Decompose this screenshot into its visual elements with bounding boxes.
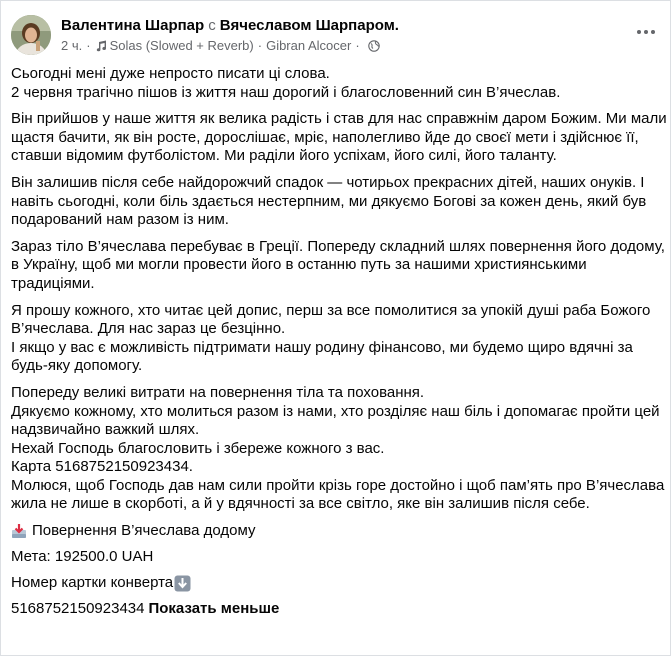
inbox-tray-icon	[11, 523, 27, 539]
paragraph-line: подарований нам разом із ним.	[11, 211, 229, 229]
card-label: Номер картки конверта	[11, 574, 174, 592]
paragraph-line: будь-яку допомогу.	[11, 357, 143, 375]
down-arrow-icon	[174, 575, 191, 592]
paragraph-line: надзвичайно важкий шлях.	[11, 421, 200, 439]
post-time[interactable]: 2 ч.	[61, 38, 83, 53]
post-paragraph	[11, 110, 667, 166]
paragraph-line: Попереду великі витрати на повернення тіла та поховання.	[11, 383, 425, 401]
paragraph-line: І якщо у вас є можливість підтримати нашу родину фінансово, ми будемо щиро вдячні за	[11, 338, 633, 356]
paragraph-line: ставши відомим футболістом. Ми раділи його успіхам, його силі, його таланту.	[11, 147, 557, 165]
paragraph-line: В’ячеслава. Для нас зараз це безцінно.	[11, 320, 286, 338]
post-paragraph	[11, 383, 665, 514]
card-label-row	[11, 574, 662, 593]
post-paragraph	[11, 65, 662, 102]
paragraph-line: Я прошу кожного, хто читає цей допис, перш за все помолитися за упокій душі раба Божого	[11, 301, 651, 319]
author-avatar[interactable]	[11, 15, 51, 55]
meta-separator: ·	[86, 38, 91, 53]
more-dots-icon	[636, 29, 656, 35]
paragraph-line: 2 червня трагічно пішов із життя наш дорогий і благословенний син В’ячеслав.	[11, 83, 561, 101]
paragraph-line: Він прийшов у наше життя як велика радість і став для нас справжнім даром Божим. Ми мали	[11, 110, 667, 128]
paragraph-line: щастя бачити, як він росте, дорослішає, мріє, наполегливо йде до своєї мети і здійснює її,	[11, 128, 639, 146]
card-number-row	[11, 600, 662, 619]
paragraph-line: Сьогодні мені дуже непросто писати ці слова.	[11, 65, 330, 82]
post-paragraph	[11, 237, 665, 294]
avatar-photo	[11, 15, 51, 55]
post-header	[11, 15, 660, 59]
tagged-person-name[interactable]: Вячеславом Шарпаром.	[219, 17, 399, 34]
author-name[interactable]: Валентина Шарпар	[61, 17, 205, 34]
fundraiser-title: Повернення В’ячеслава додому	[32, 522, 256, 540]
paragraph-line: навіть сьогодні, коли біль здається нестерпним, ми дякуємо Богові за кожен день, який був	[11, 192, 647, 210]
meta-separator-2: ·	[257, 38, 263, 53]
post-text	[11, 65, 667, 626]
with-word: с	[208, 17, 216, 34]
card-number: 5168752150923434	[11, 600, 145, 618]
post-meta	[61, 38, 620, 54]
paragraph-line: в Україну, щоб ми могли провести його в останню путь за нашими християнськими	[11, 256, 587, 274]
paragraph-line: Молюся, щоб Господь дав нам сили пройти крізь горе достойно і щоб пам’ять про В’ячеслава	[11, 476, 665, 494]
music-artist[interactable]: Gibran Alcocer	[266, 38, 352, 53]
paragraph-line: Карта 5168752150923434.	[11, 458, 193, 476]
more-options-button[interactable]	[632, 21, 660, 43]
paragraph-line: жила не лише в скорботі, а й у вдячності за все світло, яке він залишив після себе.	[11, 495, 590, 513]
globe-icon[interactable]	[368, 40, 380, 52]
fundraiser-goal-row	[11, 548, 662, 567]
music-note-icon	[95, 40, 107, 52]
paragraph-line: Дякуємо кожному, хто молиться разом із нами, хто розділяє наш біль і допомагає пройти цей	[11, 402, 660, 420]
author-line	[61, 16, 620, 35]
paragraph-line: традиціями.	[11, 274, 95, 292]
post-paragraph	[11, 174, 662, 230]
paragraph-line: Він залишив після себе найдорожчий спадок — чотирьох прекрасних дітей, наших онуків. І	[11, 173, 645, 191]
paragraph-line: Нехай Господь благословить і збереже кожного з вас.	[11, 439, 385, 457]
fundraiser-goal: Мета: 192500.0 UAH	[11, 548, 154, 566]
show-less-button[interactable]: Показать меньше	[148, 600, 280, 618]
post-paragraphs	[11, 65, 667, 514]
author-info	[61, 16, 620, 54]
music-title[interactable]: Solas (Slowed + Reverb)	[109, 38, 254, 53]
fundraiser-title-row	[11, 522, 662, 541]
post-paragraph	[11, 302, 662, 376]
meta-separator-3: ·	[355, 38, 360, 53]
paragraph-line: Зараз тіло В’ячеслава перебуває в Греції. Попереду складний шлях повернення його додому,	[11, 237, 665, 255]
fundraiser-info	[11, 522, 662, 619]
